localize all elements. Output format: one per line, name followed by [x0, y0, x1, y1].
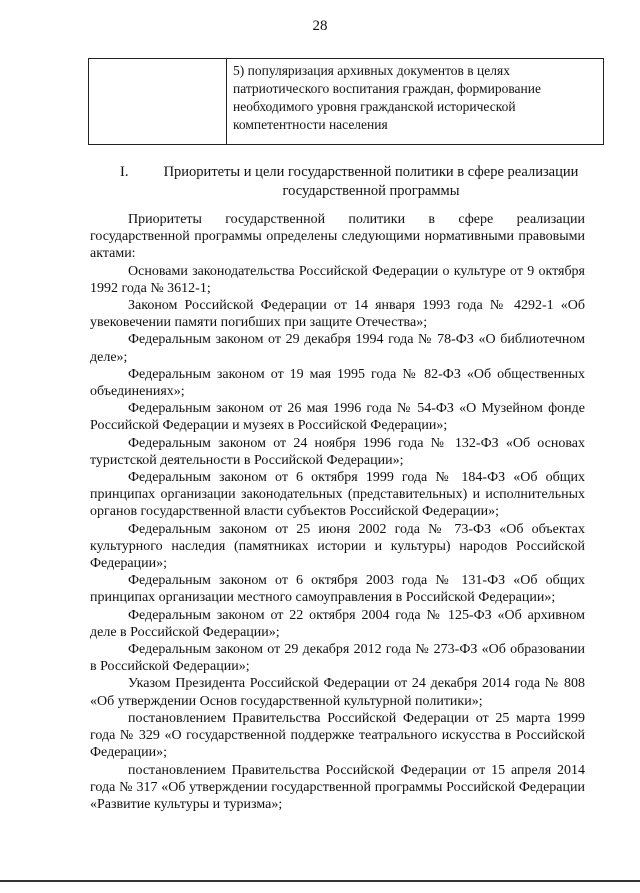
section-title: Приоритеты и цели государственной политики в сфере реализации государственной программы: [163, 164, 579, 199]
act-item: Основами законодательства Российской Федерации о культуре от 9 октября 1992 года № 3612-1;: [90, 263, 585, 296]
table-row: [89, 59, 604, 145]
act-item: Федеральным законом от 6 октября 1999 года № 184-ФЗ «Об общих принципах организации законодательных (представительных) и исполнительных органов государственной власти субъектов Российской Федерации»;: [90, 470, 585, 520]
act-item: Указом Президента Российской Федерации от 24 декабря 2014 года № 808 «Об утверждении Основ государственной культурной политики»;: [90, 676, 585, 709]
table-cell-text: 5) популяризация архивных документов в целях патриотического воспитания граждан, формирование необходимого уровня гражданской исторической компетентности населения: [227, 59, 604, 145]
section-heading: [120, 163, 590, 201]
act-item: Федеральным законом от 24 ноября 1996 года № 132-ФЗ «Об основах туристской деятельности в Российской Федерации»;: [90, 435, 585, 468]
act-item: Федеральным законом от 19 мая 1995 года № 82-ФЗ «Об общественных объединениях»;: [90, 366, 585, 400]
act-item: Федеральным законом от 22 октября 2004 года № 125-ФЗ «Об архивном деле в Российской Федерации»;: [90, 607, 585, 640]
table-cell-empty: [89, 59, 227, 145]
section-number: I.: [120, 164, 129, 180]
intro-paragraph: Приоритеты государственной политики в сфере реализации государственной программы определены следующими нормативными правовыми актами:: [90, 212, 585, 262]
act-item: Федеральным законом от 26 мая 1996 года № 54-ФЗ «О Музейном фонде Российской Федерации и музеях в Российской Федерации»;: [90, 401, 585, 434]
act-item: постановлением Правительства Российской Федерации от 15 апреля 2014 года № 317 «Об утверждении государственной программы Российской Федерации «Развитие культуры и туризма»;: [90, 762, 585, 812]
continuation-table: [88, 58, 604, 145]
act-item: Федеральным законом от 6 октября 2003 года № 131-ФЗ «Об общих принципах организации местного самоуправления в Российской Федерации»;: [90, 573, 585, 606]
page-number: 28: [312, 18, 328, 34]
document-body: [90, 211, 585, 813]
act-item: Федеральным законом от 29 декабря 2012 года № 273-ФЗ «Об образовании в Российской Федерации»;: [90, 642, 585, 675]
page-bottom-divider: [0, 880, 640, 882]
act-item: Федеральным законом от 29 декабря 1994 года № 78-ФЗ «О библиотечном деле»;: [90, 332, 585, 365]
act-item: Законом Российской Федерации от 14 января 1993 года № 4292-1 «Об увековечении памяти погибших при защите Отечества»;: [90, 298, 585, 331]
act-item: постановлением Правительства Российской Федерации от 25 марта 1999 года № 329 «О государственной поддержке театрального искусства в Российской Федерации»;: [90, 710, 585, 761]
act-item: Федеральным законом от 25 июня 2002 года № 73-ФЗ «Об объектах культурного наследия (памятниках истории и культуры) народов Российской Федерации»;: [90, 521, 585, 572]
